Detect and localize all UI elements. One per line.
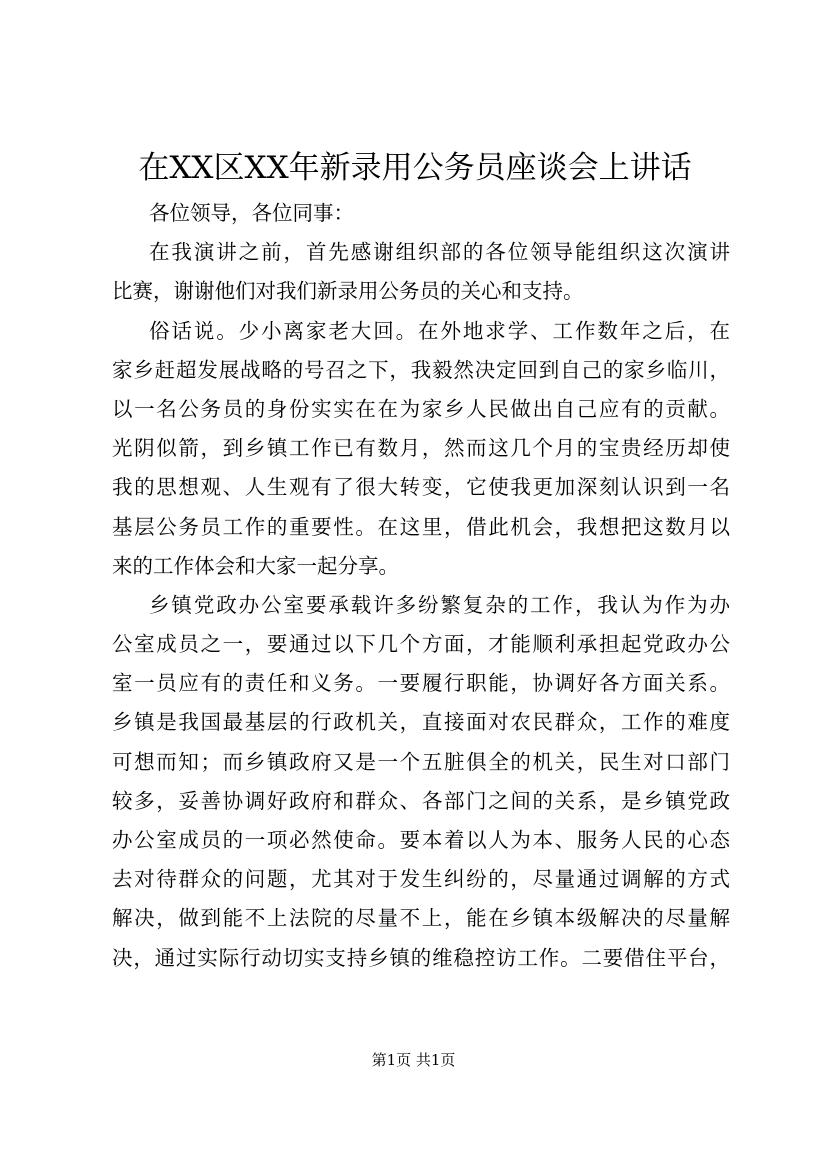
- paragraph-line: 乡镇党政办公室要承载许多纷繁复杂的工作，我认为作为办: [149, 592, 730, 617]
- paragraph-line: 俗话说。少小离家老大回。在外地求学、工作数年之后，在: [149, 318, 730, 343]
- document-body: [112, 194, 730, 978]
- paragraph-line: 公室成员之一，要通过以下几个方面，才能顺利承担起党政办公: [112, 632, 730, 657]
- paragraph-line: 较多，妥善协调好政府和群众、各部门之间的关系，是乡镇党政: [112, 788, 730, 813]
- paragraph-line: 去对待群众的问题，尤其对于发生纠纷的，尽量通过调解的方式: [112, 867, 730, 892]
- paragraph-line: 解决，做到能不上法院的尽量不上，能在乡镇本级解决的尽量解: [112, 906, 730, 931]
- document-title: 在XX区XX年新录用公务员座谈会上讲话: [138, 150, 692, 186]
- paragraph-line: 乡镇是我国最基层的行政机关，直接面对农民群众，工作的难度: [112, 710, 730, 735]
- paragraph-line: 基层公务员工作的重要性。在这里，借此机会，我想把这数月以: [112, 514, 730, 539]
- paragraph-line: 在我演讲之前，首先感谢组织部的各位领导能组织这次演讲: [149, 240, 730, 265]
- paragraph-line: 我的思想观、人生观有了很大转变，它使我更加深刻认识到一名: [112, 475, 730, 500]
- paragraph-line: 室一员应有的责任和义务。一要履行职能，协调好各方面关系。: [112, 671, 730, 696]
- paragraph-line: 办公室成员的一项必然使命。要本着以人为本、服务人民的心态: [112, 828, 730, 852]
- paragraph-line: 可想而知；而乡镇政府又是一个五脏俱全的机关，民生对口部门: [112, 749, 730, 774]
- paragraph-line: 来的工作体会和大家一起分享。: [112, 553, 399, 578]
- paragraph-line: 光阴似箭，到乡镇工作已有数月，然而这几个月的宝贵经历却使: [112, 436, 730, 461]
- paragraph-line: 决，通过实际行动切实支持乡镇的维稳控访工作。二要借住平台，: [112, 945, 730, 970]
- salutation-line: 各位领导，各位同事：: [149, 201, 354, 225]
- paragraph-line: 家乡赶超发展战略的号召之下，我毅然决定回到自己的家乡临川，: [112, 357, 730, 382]
- page-footer: 第1页 共1页: [371, 1051, 456, 1069]
- paragraph-line: 以一名公务员的身份实实在在为家乡人民做出自己应有的贡献。: [112, 396, 730, 421]
- paragraph-line: 比赛，谢谢他们对我们新录用公务员的关心和支持。: [112, 279, 584, 304]
